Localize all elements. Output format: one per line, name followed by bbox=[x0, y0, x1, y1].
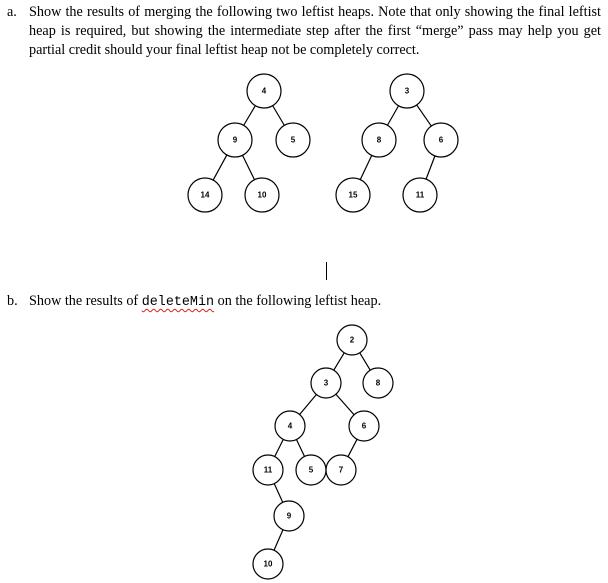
heap-edge bbox=[360, 353, 370, 370]
heap-node-11 bbox=[403, 178, 437, 212]
heap-node-5 bbox=[276, 123, 310, 157]
node-label: 3 bbox=[323, 378, 329, 388]
heap-edge bbox=[387, 106, 398, 125]
heap-a2-diagram bbox=[336, 74, 458, 212]
node-label: 10 bbox=[263, 559, 273, 569]
heap-node-15 bbox=[336, 178, 370, 212]
heap-node-4 bbox=[275, 411, 305, 441]
node-label: 9 bbox=[232, 135, 238, 145]
heap-edge bbox=[296, 440, 304, 457]
node-label: 5 bbox=[290, 135, 296, 145]
question-b-text-before: Show the results of bbox=[29, 293, 142, 309]
question-b-text-after: on the following leftist heap. bbox=[214, 293, 382, 309]
heap-edge bbox=[417, 105, 432, 126]
heap-b-diagram bbox=[253, 325, 393, 579]
heap-edge bbox=[348, 439, 357, 456]
heap-edge bbox=[244, 106, 256, 126]
heap-edge bbox=[213, 155, 227, 180]
node-label: 3 bbox=[404, 86, 410, 96]
heap-edge bbox=[274, 530, 283, 551]
heap-node-9 bbox=[274, 501, 304, 531]
heap-node-8 bbox=[362, 123, 396, 157]
heap-node-6 bbox=[349, 411, 379, 441]
heap-node-10 bbox=[245, 178, 279, 212]
node-label: 14 bbox=[200, 190, 210, 200]
node-label: 5 bbox=[308, 465, 314, 475]
heap-edge bbox=[242, 155, 254, 179]
heap-node-3 bbox=[390, 74, 424, 108]
heap-a1-diagram bbox=[188, 74, 310, 212]
node-label: 10 bbox=[257, 190, 267, 200]
question-b-marker: b. bbox=[7, 293, 18, 309]
node-label: 8 bbox=[375, 378, 381, 388]
node-label: 11 bbox=[263, 465, 273, 475]
heap-node-3 bbox=[311, 368, 341, 398]
node-label: 9 bbox=[286, 511, 292, 521]
heap-edge bbox=[300, 395, 317, 415]
question-b-code: deleteMin bbox=[141, 295, 215, 310]
heap-node-9 bbox=[218, 123, 252, 157]
heap-edge bbox=[336, 394, 354, 415]
node-label: 4 bbox=[287, 421, 293, 431]
heap-edge bbox=[273, 106, 285, 126]
heap-node-8 bbox=[363, 368, 393, 398]
heap-node-2 bbox=[337, 325, 367, 355]
node-label: 11 bbox=[415, 190, 425, 200]
heap-edge bbox=[426, 156, 435, 179]
heap-edge bbox=[275, 439, 284, 456]
heap-node-11 bbox=[253, 455, 283, 485]
heap-node-6 bbox=[424, 123, 458, 157]
question-a-text: Show the results of merging the following two leftist heaps. Note that only showing the final leftist heap is required, but showing the intermediate step after the first “merge” pass may help you get partial credit should your final leftist heap not be completely correct. bbox=[29, 4, 601, 58]
heap-edge bbox=[334, 353, 344, 370]
heap-node-14 bbox=[188, 178, 222, 212]
heap-node-10 bbox=[253, 549, 283, 579]
question-a-marker: a. bbox=[7, 4, 17, 20]
node-label: 4 bbox=[261, 86, 267, 96]
heap-node-7 bbox=[326, 455, 356, 485]
node-label: 8 bbox=[376, 135, 382, 145]
heap-node-5 bbox=[296, 455, 326, 485]
node-label: 15 bbox=[348, 190, 358, 200]
heap-edge bbox=[274, 484, 283, 503]
node-label: 6 bbox=[438, 135, 444, 145]
heap-node-4 bbox=[247, 74, 281, 108]
node-label: 7 bbox=[338, 465, 344, 475]
node-label: 6 bbox=[361, 421, 367, 431]
node-label: 2 bbox=[349, 335, 355, 345]
heap-edge bbox=[360, 155, 371, 179]
